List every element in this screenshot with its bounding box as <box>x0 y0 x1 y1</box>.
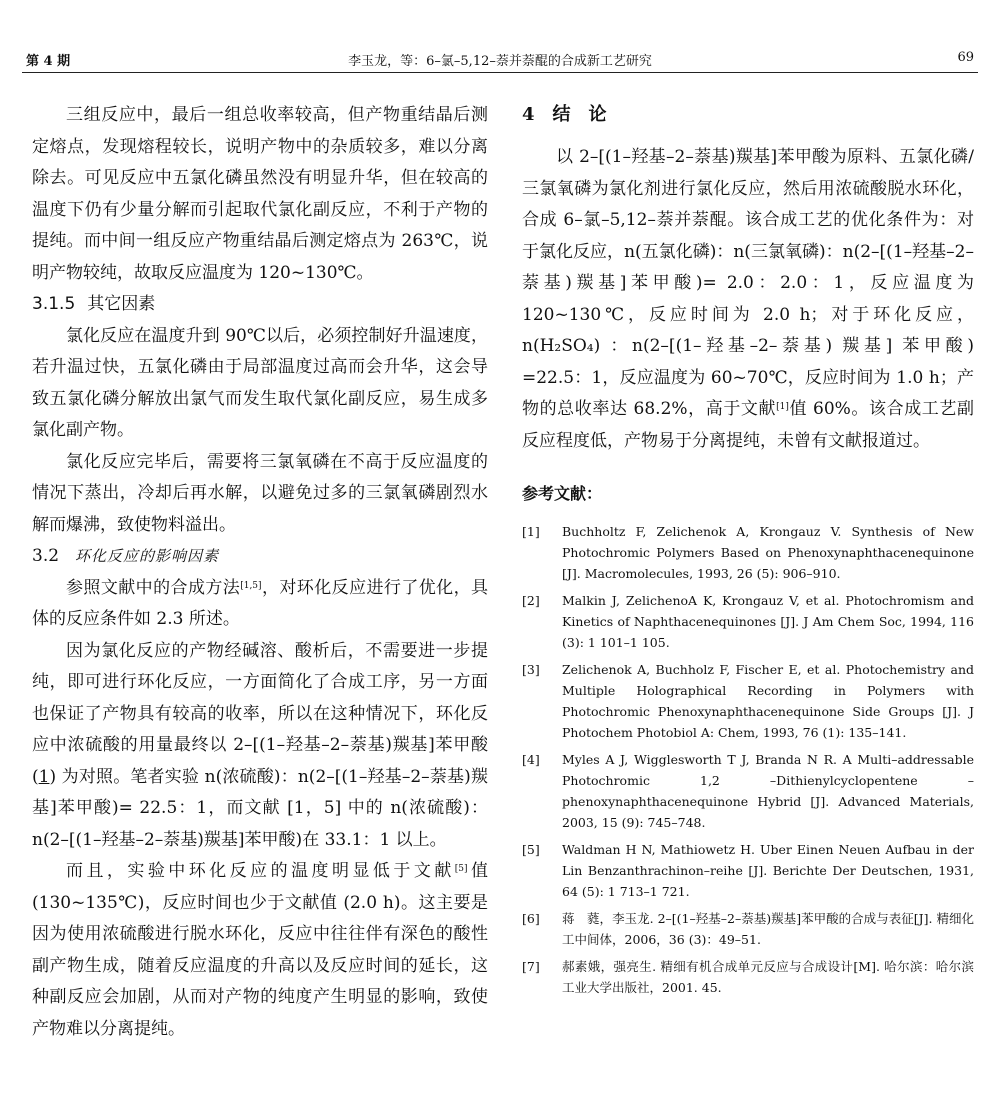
paragraph-cyclization-temperature: 而且，实验中环化反应的温度明显低于文献[5]值 (130~135℃)，反应时间也少于文献值 (2.0 h)。这主要是因为使用浓硫酸进行脱水环化，反应中往往伴有深色的酸性副产物生成，随着反应温度的升高以及反应时间的延长，这种副反应会加剧，从而对产物的纯度产生明显的影响，致使产物难以分离提纯。 <box>32 861 489 1039</box>
reference-number: [7] <box>522 959 540 974</box>
citation: [1] <box>776 402 789 412</box>
paragraph-distillation: 氯化反应完毕后，需要将三氯氧磷在不高于反应温度的情况下蒸出，冷却后再水解，以避免过多的三氯氧磷剧烈水解而爆沸，致使物料溢出。 <box>32 451 488 535</box>
reference-number: [6] <box>522 911 540 926</box>
reference-text: Myles A J, Wigglesworth T J, Branda N R. A Multi–addressable Photochromic 1,2 –Dithienylcyclopentene – phenoxynaphthacenequinone Hybrid [J]. Advanced Materials, 2003, 15 (9): 745–748. <box>562 752 974 830</box>
section-number: 4 <box>522 104 535 125</box>
paragraph-heating-rate: 氯化反应在温度升到 90℃以后，必须控制好升温速度，若升温过快，五氯化磷由于局部温度过高而会升华，这会导致五氯化磷分解放出氯气而发生取代氯化副反应，易生成多氯化副产物。 <box>32 325 488 440</box>
page-number: 69 <box>957 50 974 65</box>
paragraph-conclusion: 以 2–[(1–羟基–2–萘基)羰基]苯甲酸为原料、五氯化磷/三氯氧磷为氯化剂进行氯化反应，然后用浓硫酸脱水环化，合成 6–氯–5,12–萘并萘醌。该合成工艺的优化条件为：对于氯化反应，n(五氯化磷)：n(三氯氧磷)：n(2–[(1–羟基–2–萘基)羰基]苯甲酸)= 2.0：2.0：1，反应温度为 120~130℃，反应时间为 2.0 h；对于环化反应，n(H₂SO₄) ：n(2–[(1–羟基–2–萘基) 羰基] 苯甲酸) =22.5：1，反应温度为 60~70℃，反应时间为 1.0 h；产物的总收率达 68.2%，高于文献[1]值 60%。该合成工艺副反应程度低，产物易于分离提纯，未曾有文献报道过。 <box>522 147 974 451</box>
reference-text: Waldman H N, Mathiowetz H. Uber Einen Neuen Aufbau in der Lin Benzanthrachinon–reihe [J]. Berichte Der Deutschen, 1931, 64 (5): 1 713–1 721. <box>562 842 974 899</box>
section-title: 结 论 <box>552 104 607 125</box>
section-heading-3-2 <box>32 541 488 573</box>
section-heading-3-1-5 <box>32 289 488 321</box>
reference-item <box>522 749 974 833</box>
reference-item <box>522 956 974 998</box>
reference-item <box>522 521 974 584</box>
paragraph-sulfuric-acid-ratio: 因为氯化反应的产物经碱溶、酸析后，不需要进一步提纯，即可进行环化反应，一方面简化了合成工序，另一方面也保证了产物具有较高的收率，所以在这种情况下，环化反应中浓硫酸的用量最终以 2–[(1–羟基–2–萘基)羰基]苯甲酸 (1) 为对照。笔者实验 n(浓硫酸)：n(2–[(1–羟基–2–萘基)羰基]苯甲酸)= 22.5：1，而文献 [1，5] 中的 n(浓硫酸)：n(2–[(1–羟基–2–萘基)羰基]苯甲酸)在 33.1：1 以上。 <box>32 640 488 850</box>
section-number: 3.1.5 <box>32 294 76 314</box>
compound-number: 1 <box>38 766 50 787</box>
issue-label: 第 4 期 <box>26 54 71 69</box>
reference-number: [5] <box>522 842 540 857</box>
reference-item <box>522 590 974 653</box>
paragraph-reference-method: 参照文献中的合成方法[1,5]，对环化反应进行了优化，具体的反应条件如 2.3 所述。 <box>32 577 489 629</box>
left-column <box>32 100 488 1045</box>
section-heading-conclusion <box>522 100 974 130</box>
reference-number: [3] <box>522 662 540 677</box>
reference-item <box>522 839 974 902</box>
reference-item <box>522 908 974 950</box>
reference-item <box>522 659 974 743</box>
reference-text: Malkin J, ZelichenoA K, Krongauz V, et al. Photochromism and Kinetics of Naphthacenequinones [J]. J Am Chem Soc, 1994, 116 (3): 1 101–1 105. <box>562 593 974 650</box>
reference-text: Zelichenok A, Buchholz F, Fischer E, et al. Photochemistry and Multiple Holographical Recording in Polymers with Photochromic Phenoxynaphthacenequinone Side Groups [J]. J Photochem Photobiol A: Chem, 1993, 76 (1): 135–141. <box>562 662 974 740</box>
section-title: 其它因素 <box>87 294 156 314</box>
citation: [5] <box>454 864 468 874</box>
right-column <box>522 100 974 1004</box>
reference-number: [4] <box>522 752 540 767</box>
reference-list <box>522 521 974 998</box>
reference-number: [1] <box>522 524 540 539</box>
references-heading: 参考文献： <box>522 484 603 503</box>
paragraph-temperature-result: 三组反应中，最后一组总收率较高，但产物重结晶后测定熔点，发现熔程较长，说明产物中的杂质较多，难以分离除去。可见反应中五氯化磷虽然没有明显升华，但在较高的温度下仍有少量分解而引起取代氯化副反应，不利于产物的提纯。而中间一组反应产物重结晶后测定熔点为 263℃，说明产物较纯，故取反应温度为 120~130℃。 <box>32 105 488 283</box>
reference-text: 郝素娥，强亮生. 精细有机合成单元反应与合成设计[M]. 哈尔滨：哈尔滨工业大学出版社，2001. 45. <box>562 959 974 995</box>
reference-number: [2] <box>522 593 540 608</box>
section-title: 环化反应的影响因素 <box>75 547 220 565</box>
section-number: 3.2 <box>32 546 60 566</box>
reference-text: Buchholtz F, Zelichenok A, Krongauz V. Synthesis of New Photochromic Polymers Based on Phenoxynaphthacenequinone [J]. Macromolecules, 1993, 26 (5): 906–910. <box>562 524 974 581</box>
citation: [1,5] <box>240 580 262 591</box>
running-title: 李玉龙，等：6–氯–5,12–萘并萘醌的合成新工艺研究 <box>348 54 652 69</box>
reference-text: 蒋 蕤，李玉龙. 2–[(1–羟基–2–萘基)羰基]苯甲酸的合成与表征[J]. 精细化工中间体，2006，36 (3)：49–51. <box>562 911 974 947</box>
running-header <box>22 46 978 73</box>
